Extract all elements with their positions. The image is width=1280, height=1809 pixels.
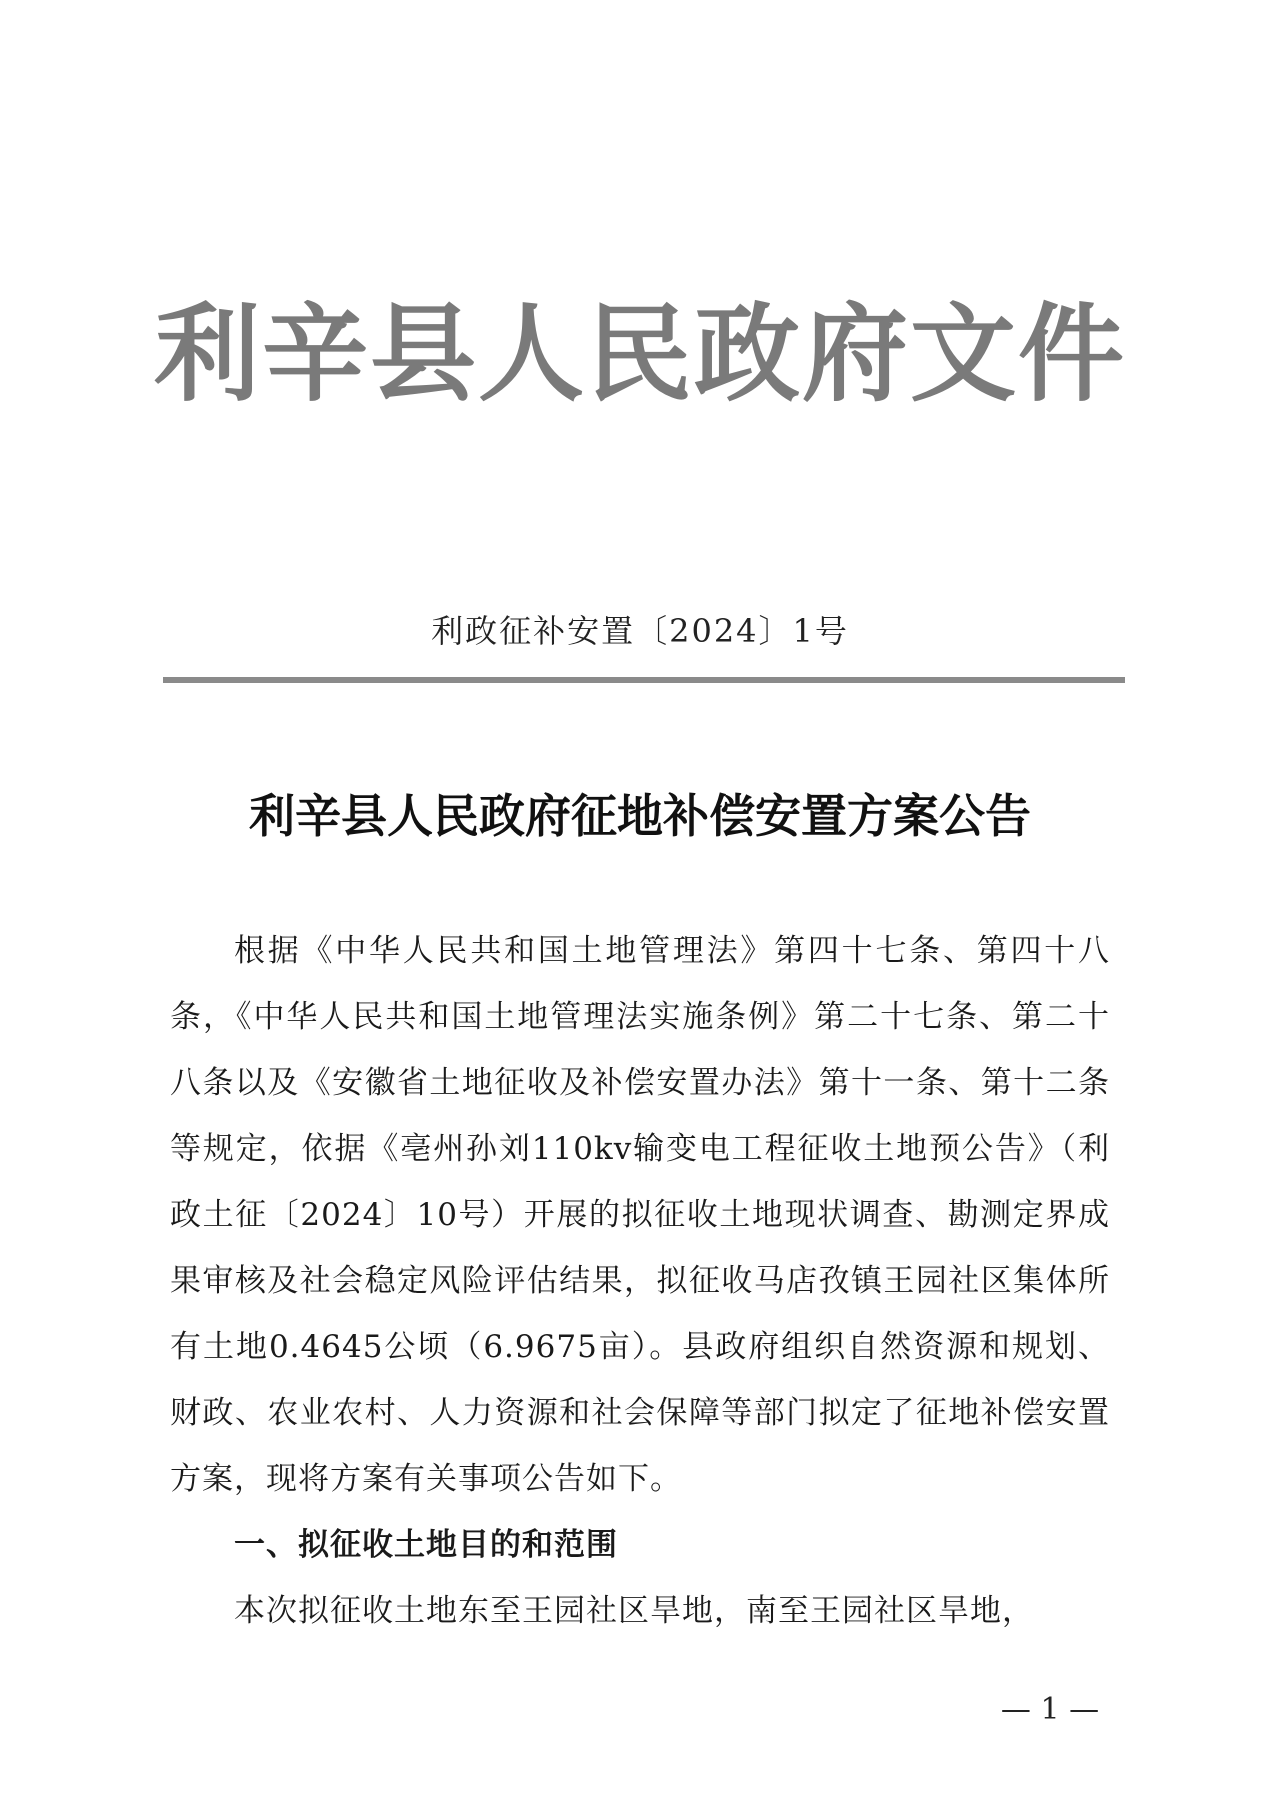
masthead: 利辛县人民政府文件 xyxy=(154,291,1126,416)
section-paragraph: 本次拟征收土地东至王园社区旱地，南至王园社区旱地， xyxy=(234,1593,1034,1629)
document-body xyxy=(170,918,1110,1644)
document-title: 利辛县人民政府征地补偿安置方案公告 xyxy=(249,789,1031,843)
body-paragraph: 根据《中华人民共和国土地管理法》第四十七条、第四十八条，《中华人民共和国土地管理法实施条例》第二十七条、第二十八条以及《安徽省土地征收及补偿安置办法》第十一条、第十二条等规定，依据《亳州孙刘110kv输变电工程征收土地预公告》（利政土征〔2024〕10号）开展的拟征收土地现状调查、勘测定界成果审核及社会稳定风险评估结果，拟征收马店孜镇王园社区集体所有土地0.4645公顷（6.9675亩）。县政府组织自然资源和规划、财政、农业农村、人力资源和社会保障等部门拟定了征地补偿安置方案，现将方案有关事项公告如下。 xyxy=(170,933,1110,1497)
document-number: 利政征补安置〔2024〕1号 xyxy=(431,612,849,650)
header-divider xyxy=(163,677,1125,683)
page-number: — 1 — xyxy=(1000,1692,1100,1727)
section-heading: 一、拟征收土地目的和范围 xyxy=(234,1527,618,1563)
